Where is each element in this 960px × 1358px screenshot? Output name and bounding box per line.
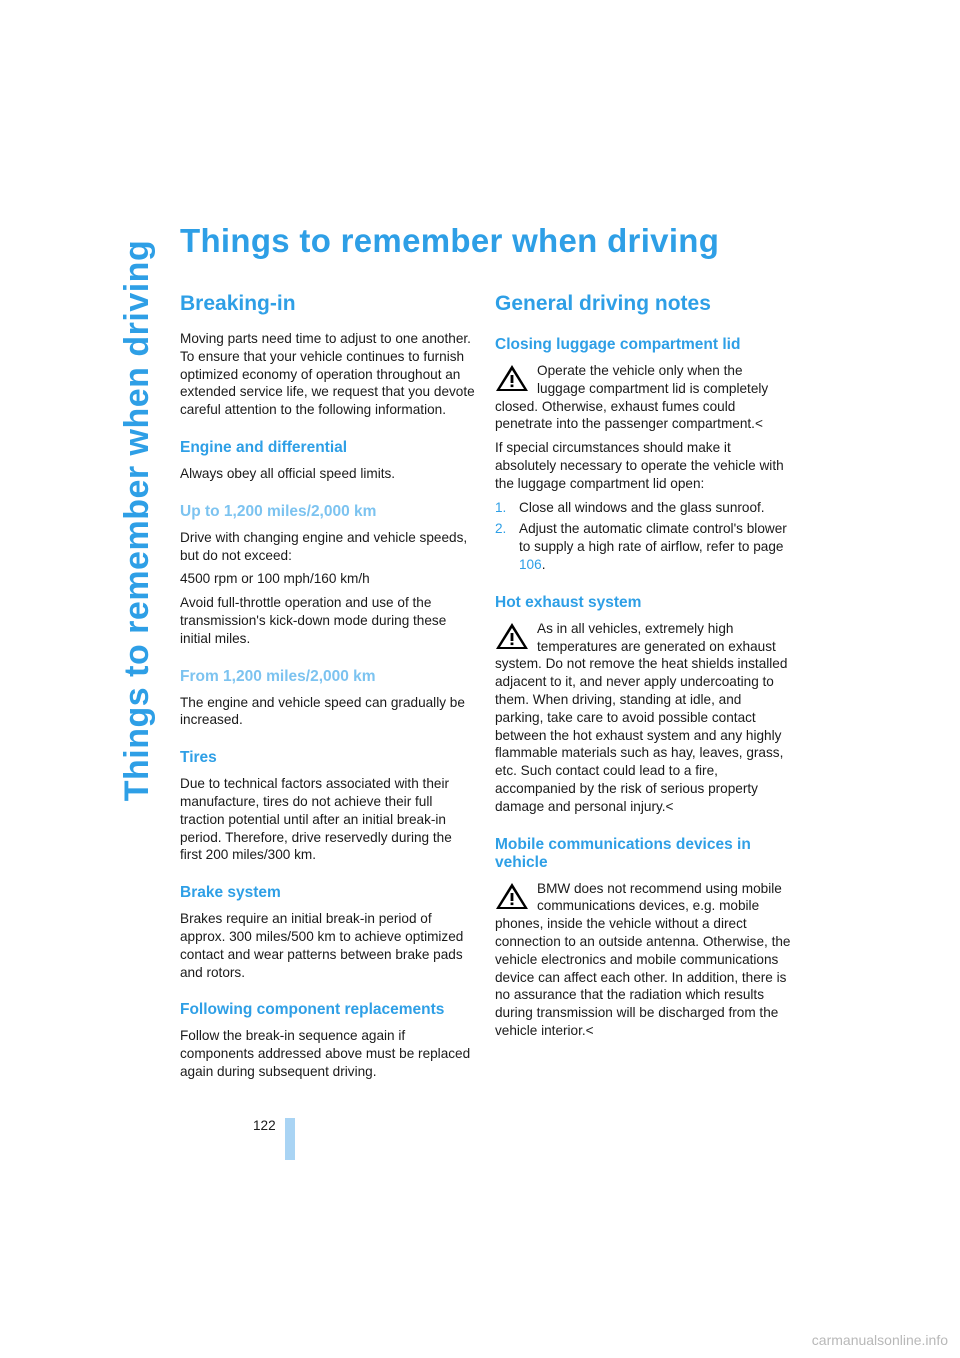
left-column bbox=[180, 292, 476, 1087]
general-notes-heading: General driving notes bbox=[495, 292, 711, 315]
page-number: 122 bbox=[253, 1118, 276, 1133]
brake-text: Brakes require an initial break-in period of approx. 300 miles/500 km to achieve optimized contact and wear patterns between brake pads and rotors. bbox=[180, 911, 464, 980]
closing-text: If special circumstances should make it absolutely necessary to operate the vehicle with the luggage compartment lid open: bbox=[495, 440, 784, 491]
from-heading: From 1,200 miles/2,000 km bbox=[180, 667, 376, 685]
step-number: 1. bbox=[495, 499, 507, 515]
step-text: Adjust the automatic climate control's blower to supply a high rate of airflow, refer to page bbox=[519, 521, 787, 555]
warning-icon bbox=[495, 364, 529, 392]
page-bar bbox=[285, 1118, 295, 1160]
closing-steps bbox=[495, 499, 791, 574]
engine-heading: Engine and differential bbox=[180, 438, 348, 456]
tires-heading: Tires bbox=[180, 749, 217, 767]
engine-text: Always obey all official speed limits. bbox=[180, 465, 396, 481]
step-text: Close all windows and the glass sunroof. bbox=[519, 499, 765, 515]
mobile-warning bbox=[495, 880, 791, 1040]
closing-warning bbox=[495, 362, 791, 433]
hot-exhaust-heading: Hot exhaust system bbox=[495, 593, 642, 611]
step-text-end: . bbox=[541, 556, 546, 572]
warning-icon bbox=[495, 622, 529, 650]
following-heading: Following component replacements bbox=[180, 1001, 445, 1019]
up-to-text-2: 4500 rpm or 100 mph/160 km/h bbox=[180, 571, 370, 587]
up-to-heading: Up to 1,200 miles/2,000 km bbox=[180, 502, 377, 520]
from-text: The engine and vehicle speed can gradually be increased. bbox=[180, 694, 465, 728]
side-tab-label: Things to remember when driving bbox=[118, 239, 157, 801]
step-number: 2. bbox=[495, 521, 507, 537]
tires-text: Due to technical factors associated with their manufacture, tires do not achieve their full traction potential until after an initial break-in period. Therefore, drive reservedly during the first 200 miles/300 km. bbox=[180, 776, 452, 863]
closing-heading: Closing luggage compartment lid bbox=[495, 336, 741, 353]
closing-warning-text: Operate the vehicle only when the luggage compartment lid is completely closed. Otherwise, exhaust fumes could penetrate into the passenger compartment.< bbox=[495, 363, 769, 432]
breaking-in-heading: Breaking-in bbox=[180, 292, 296, 315]
up-to-text-3: Avoid full-throttle operation and use of the transmission's kick-down mode during these initial miles. bbox=[180, 595, 447, 646]
page-reference-link[interactable]: 106 bbox=[519, 556, 542, 572]
warning-icon bbox=[495, 882, 529, 910]
following-text: Follow the break-in sequence again if components addressed above must be replaced again during subsequent driving. bbox=[180, 1028, 471, 1079]
watermark: carmanualsonline.info bbox=[811, 1332, 948, 1348]
side-tab bbox=[118, 230, 158, 810]
list-item bbox=[495, 499, 791, 517]
breaking-in-intro: Moving parts need time to adjust to one another. To ensure that your vehicle continues to furnish optimized economy of operation throughout an extended service life, we request that you devote careful attention to the following information. bbox=[180, 331, 475, 418]
mobile-heading: Mobile communications devices in vehicle bbox=[495, 835, 751, 871]
up-to-text-1: Drive with changing engine and vehicle speeds, but do not exceed: bbox=[180, 529, 468, 563]
page-title: Things to remember when driving bbox=[180, 222, 720, 259]
right-column bbox=[495, 292, 791, 1046]
hot-exhaust-warning-text: As in all vehicles, extremely high temperatures are generated on exhaust system. Do not remove the heat shields installed adjacent to it, and never apply undercoating to them. When driving, standing at idle, and parking, take care to avoid possible contact between the hot exhaust system and any highly flammable materials such as hay, leaves, grass, etc. Such contact could lead to a fire, accompanied by the risk of serious property damage and personal injury.< bbox=[495, 620, 788, 814]
brake-heading: Brake system bbox=[180, 884, 281, 902]
hot-exhaust-warning bbox=[495, 620, 791, 816]
mobile-warning-text: BMW does not recommend using mobile communications devices, e.g. mobile phones, inside the vehicle without a direct connection to an outside antenna. Otherwise, the vehicle electronics and mobile communications device can affect each other. In addition, there is no assurance that the radiation which results during transmission will be discharged from the vehicle interior.< bbox=[495, 880, 791, 1038]
list-item bbox=[495, 520, 791, 573]
